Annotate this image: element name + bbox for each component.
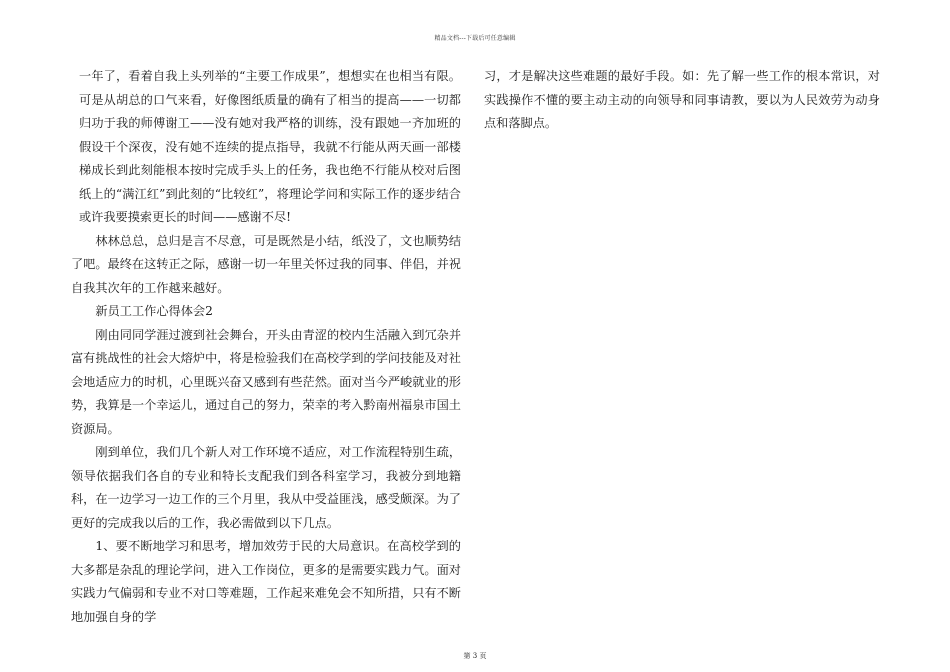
section-heading: 新员工工作心得体会2	[95, 304, 213, 318]
paragraph-1: 一年了，看着自我上头列举的“主要工作成果”，想想实在也相当有限。可是从胡总的口气来看，好像图纸质量的确有了相当的提高——一切都归功于我的师傅谢工——没有她对我严格的训练，没有跟她一齐加班的假设干个深夜，没有她不连续的提点指导，我就不行能从两天画一部楼梯成长到此刻能根本按时完成手头上的任务，我也绝不行能从校对后图纸上的“满江红”到此刻的“比较红”，将理论学问和实际工作的逐步结合或许我要摸索更长的时间——感谢不尽!	[79, 69, 461, 224]
paragraph-3: 刚由同同学涯过渡到社会舞台，开头由青涩的校内生活融入到冗杂并富有挑战性的社会大熔炉中，将是检验我们在高校学到的学问技能及对社会地适应力的时机，心里既兴奋又感到有些茫然。面对当今严峻就业的形势，我算是一个幸运儿，通过自己的努力，荣幸的考入黔南州福泉市国土资源局。	[71, 327, 462, 436]
paragraph-2: 林林总总，总归是言不尽意，可是既然是小结，纸没了，文也顺势结了吧。最终在这转正之际，感谢一切一年里关怀过我的同事、伴侣，并祝自我其次年的工作越来越好。	[71, 233, 462, 295]
page-number: 第 3 页	[463, 652, 487, 660]
paragraph-continued: 习，才是解决这些难题的最好手段。如：先了解一些工作的根本常识，对实践操作不懂的要主动主动的向领导和同事请教，要以为人民效劳为动身点和落脚点。	[484, 69, 880, 130]
page-header: 精品文档---下载后可任意编辑	[434, 35, 516, 42]
paragraph-5: 1、要不断地学习和思考，增加效劳于民的大局意识。在高校学到的大多都是杂乱的理论学问，进入工作岗位，更多的是需要实践力气。面对实践力气偏弱和专业不对口等难题，工作起来难免会不知所措，只有不断地加强自身的学	[71, 539, 461, 624]
right-column	[484, 65, 880, 136]
paragraph-4: 刚到单位，我们几个新人对工作环境不适应，对工作流程特别生疏，领导依据我们各自的专业和特长支配我们到各科室学习，我被分到地籍科，在一边学习一边工作的三个月里，我从中受益匪浅，感受颇深。为了更好的完成我以后的工作，我必需做到以下几点。	[71, 445, 462, 530]
left-column	[71, 65, 461, 629]
